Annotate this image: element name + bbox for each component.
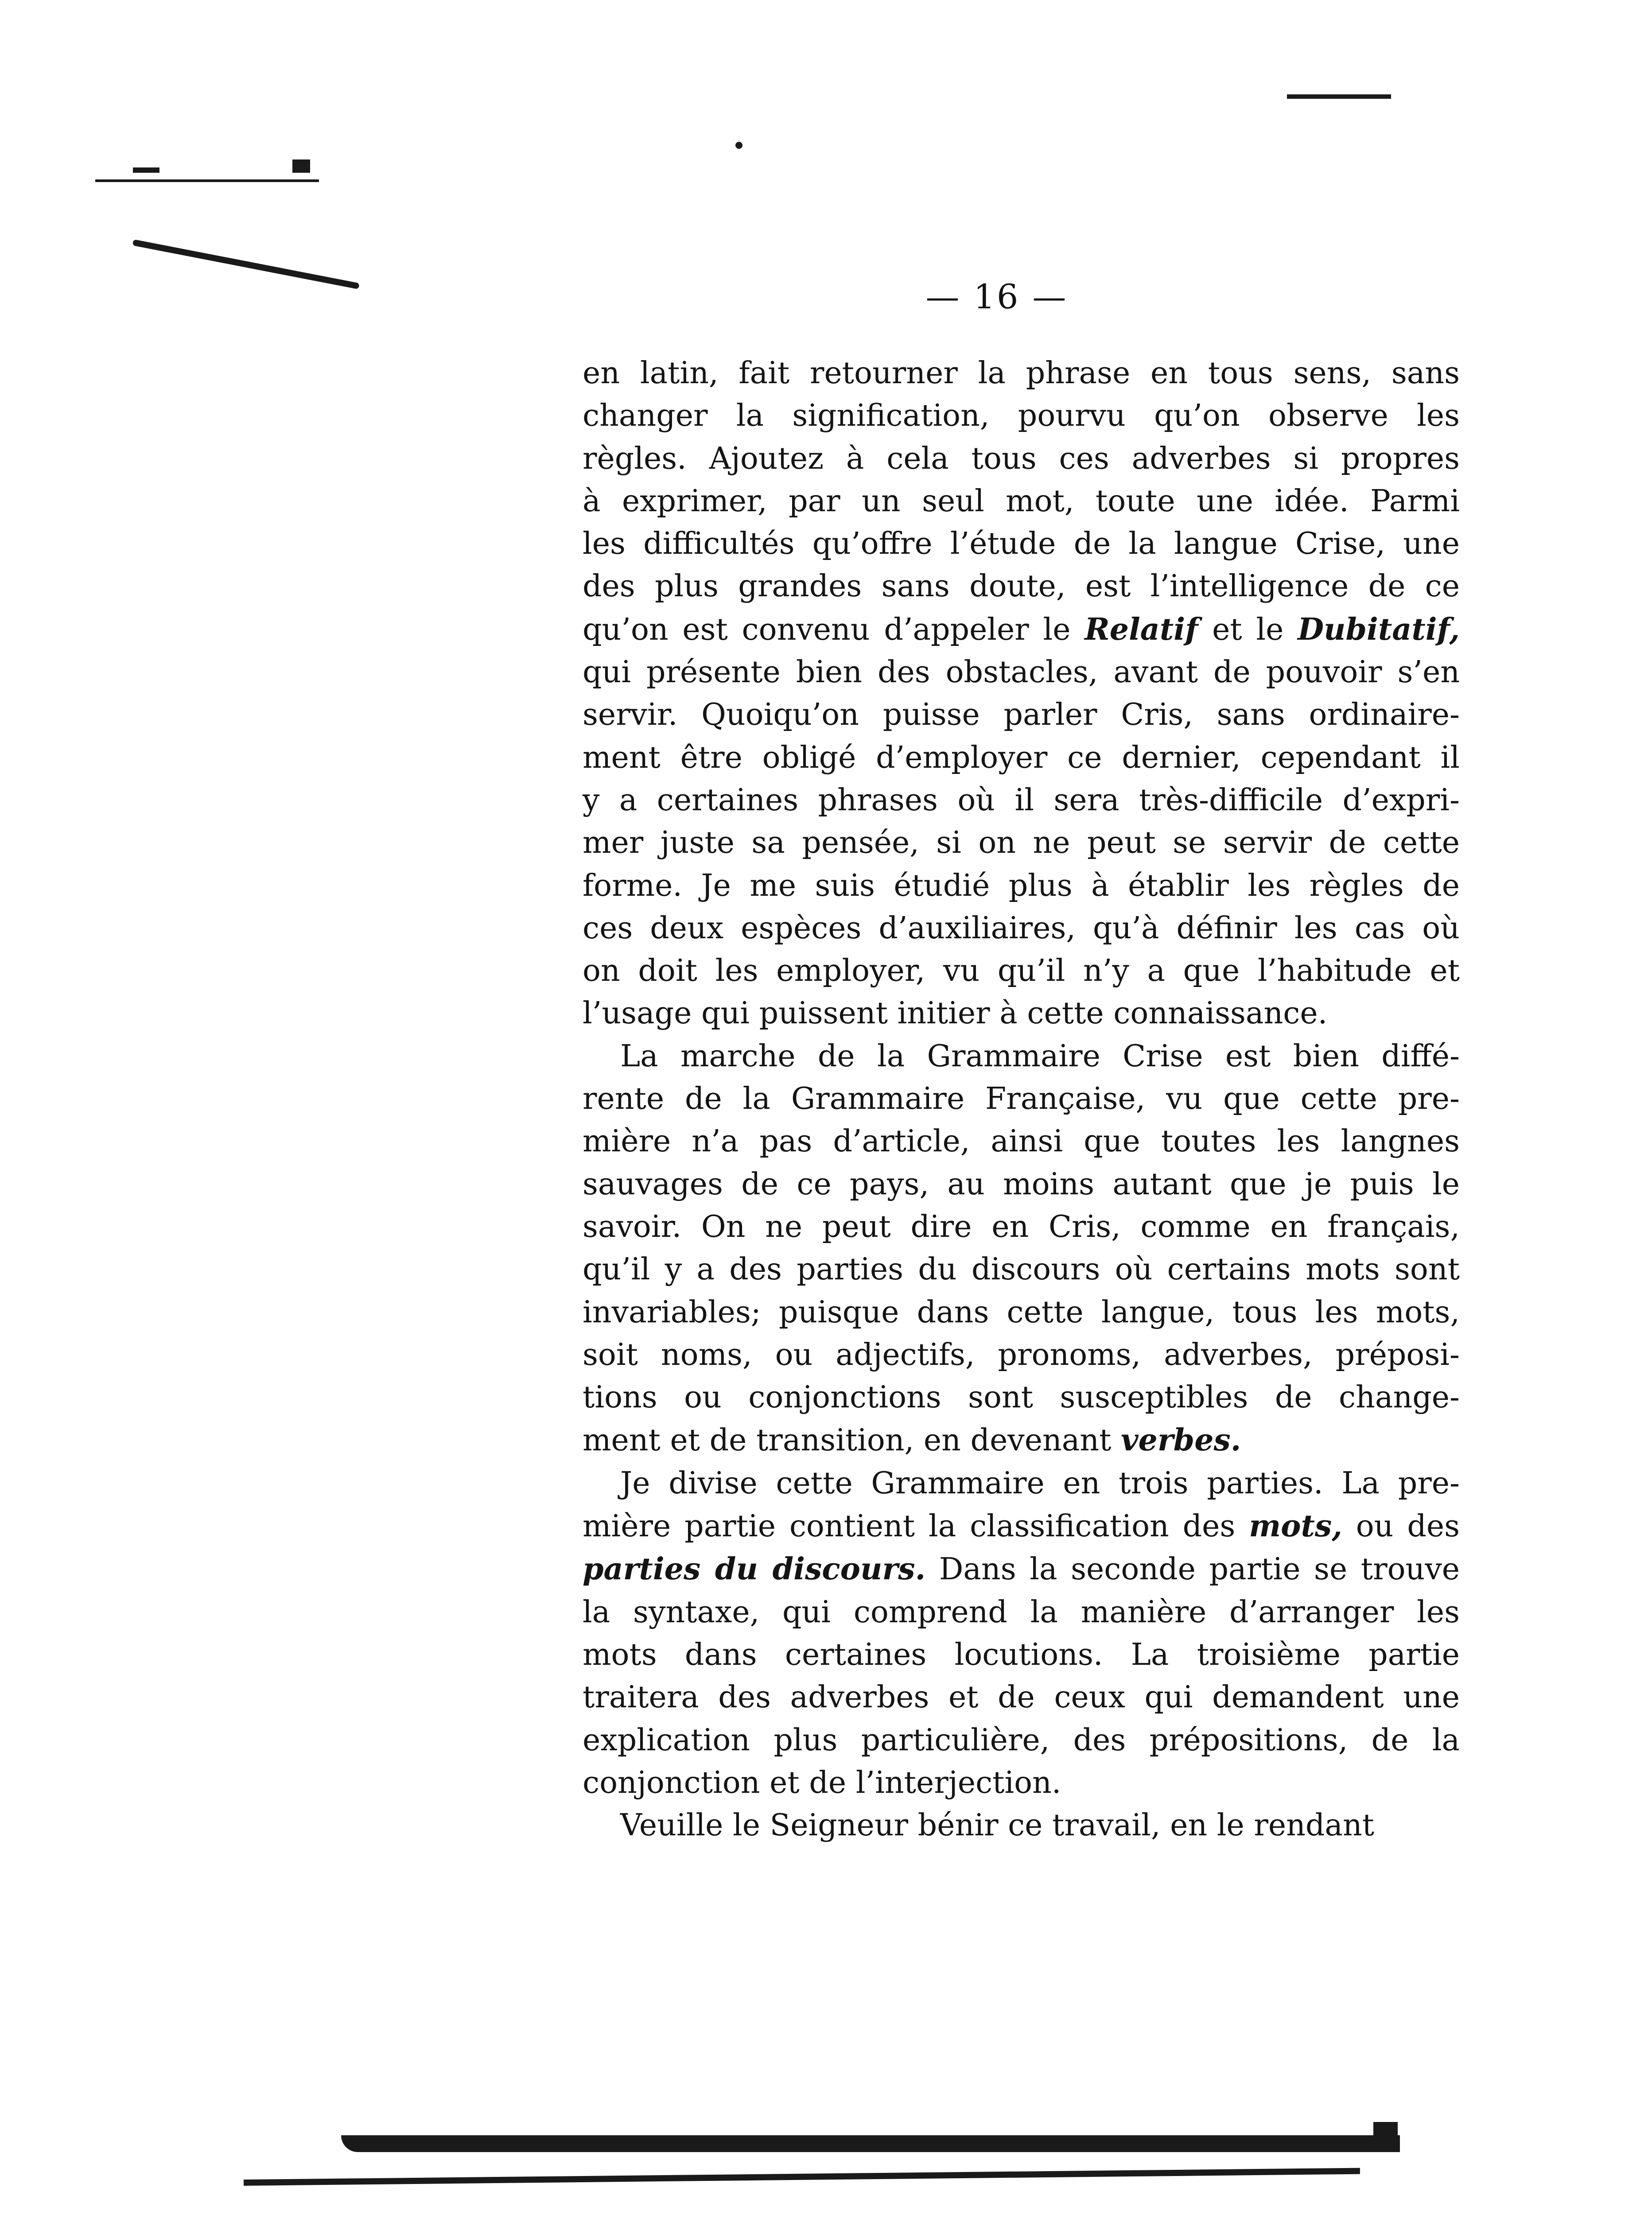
text-line: sauvages de ce pays, au moins autant que je puis le: [583, 1166, 1460, 1202]
text-line: [583, 1419, 1460, 1462]
text-line: Je divise cette Grammaire en trois parties. La pre-: [620, 1465, 1460, 1501]
text-line: ces deux espèces d’auxiliaires, qu’à définir les cas où: [583, 910, 1460, 946]
scan-artifact-stroke: [132, 239, 360, 289]
text-line: règles. Ajoutez à cela tous ces adverbes si propres: [583, 441, 1460, 476]
text-line: on doit les employer, vu qu’il n’y a que l’habitude et: [583, 953, 1460, 989]
text-segment: ou des: [1342, 1509, 1460, 1544]
text-line: explication plus particulière, des prépositions, de la: [583, 1722, 1460, 1758]
text-line: qui présente bien des obstacles, avant de pouvoir s’en: [583, 655, 1460, 690]
text-line: les difficultés qu’offre l’étude de la langue Crise, une: [583, 526, 1460, 562]
text-line: forme. Je me suis étudié plus à établir les règles de: [583, 868, 1460, 903]
text-line: [583, 1548, 1460, 1591]
paragraph: [583, 1804, 1460, 1847]
text-line: changer la signification, pourvu qu’on observe les: [583, 398, 1460, 434]
scan-artifact-mark: [292, 159, 310, 173]
text-line: y a certaines phrases où il sera très-difficile d’expri-: [583, 782, 1460, 818]
emphasis-text: verbes.: [1121, 1422, 1241, 1458]
text-line: en latin, fait retourner la phrase en tous sens, sans: [583, 356, 1460, 391]
text-line: servir. Quoiqu’on puisse parler Cris, sans ordinaire-: [583, 697, 1460, 733]
text-segment: ment et de transition, en devenant: [583, 1423, 1121, 1458]
paragraph: [583, 352, 1460, 1035]
text-segment: Dans la seconde partie se trouve: [925, 1552, 1460, 1587]
scan-artifact-mark: [133, 167, 159, 173]
text-line: mière n’a pas d’article, ainsi que toutes les langnes: [583, 1124, 1460, 1159]
text-line: tions ou conjonctions sont susceptibles de change-: [583, 1380, 1460, 1415]
scan-artifact-bottom-line: [244, 2168, 1360, 2186]
text-line: savoir. On ne peut dire en Cris, comme en français,: [583, 1209, 1460, 1244]
text-line: [583, 1505, 1460, 1548]
text-line: la syntaxe, qui comprend la manière d’arranger les: [583, 1594, 1460, 1630]
text-line: soit noms, ou adjectifs, pronoms, adverbes, préposi-: [583, 1337, 1460, 1372]
paragraph: [583, 1462, 1460, 1804]
scan-artifact-mark: [1287, 94, 1391, 99]
emphasis-text: Relatif: [1084, 611, 1198, 647]
text-line: mots dans certaines locutions. La troisième partie: [583, 1637, 1460, 1672]
text-line: invariables; puisque dans cette langue, tous les mots,: [583, 1294, 1460, 1330]
scan-artifact-dot: [735, 142, 742, 149]
text-segment: qu’on est convenu d’appeler le: [583, 612, 1085, 647]
body-text: [583, 352, 1460, 1847]
text-line: à exprimer, par un seul mot, toute une idée. Parmi: [583, 483, 1460, 519]
emphasis-text: parties du discours.: [583, 1551, 926, 1587]
text-line: qu’il y a des parties du discours où certains mots sont: [583, 1252, 1460, 1287]
text-line: traitera des adverbes et de ceux qui demandent une: [583, 1680, 1460, 1715]
text-line: [583, 608, 1460, 651]
text-line: l’usage qui puissent initier à cette connaissance.: [583, 996, 1328, 1031]
text-line: rente de la Grammaire Française, vu que cette pre-: [583, 1081, 1460, 1117]
scan-artifact-mark: [1373, 2122, 1398, 2149]
text-line: des plus grandes sans doute, est l’intelligence de ce: [583, 569, 1460, 604]
text-line: conjonction et de l’interjection.: [583, 1765, 1061, 1800]
text-segment: et le: [1198, 612, 1298, 647]
text-line: Veuille le Seigneur bénir ce travail, en le rendant: [620, 1808, 1375, 1843]
paragraph: [583, 1035, 1460, 1462]
emphasis-text: Dubitatif,: [1298, 611, 1460, 647]
page-number: — 16 —: [925, 277, 1068, 316]
text-line: ment être obligé d’employer ce dernier, cependant il: [583, 740, 1460, 775]
scan-artifact-line: [95, 179, 319, 182]
scan-artifact-bottom-edge: [341, 2135, 1400, 2152]
text-line: mer juste sa pensée, si on ne peut se servir de cette: [583, 825, 1460, 861]
text-segment: mière partie contient la classification des: [583, 1509, 1249, 1544]
emphasis-text: mots,: [1249, 1508, 1342, 1544]
text-line: La marche de la Grammaire Crise est bien diffé-: [620, 1038, 1460, 1074]
